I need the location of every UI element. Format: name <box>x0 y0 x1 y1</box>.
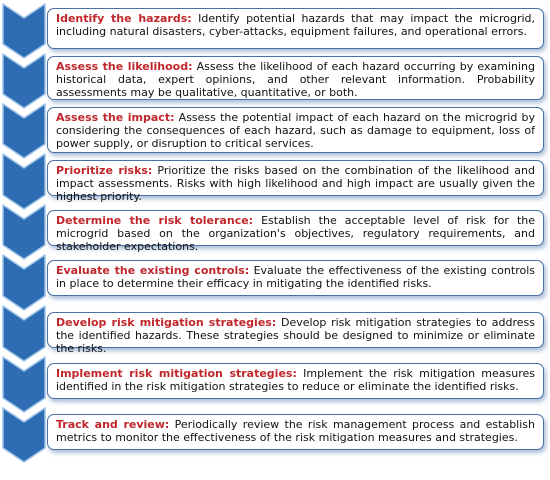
step-title: Implement risk mitigation strategies: <box>56 367 297 380</box>
step-description: Assess the likelihood of each hazard occurring by examining historical data, expert opinions, and other relevant information. Probability assessments may be qualitative, quantitative, or both. <box>56 60 535 100</box>
step-description: Establish the acceptable level of risk for the microgrid based on the organization's objectives, regulatory requirements, and stakeholder expectations. <box>56 214 535 254</box>
step-description: Implement the risk mitigation measures identified in the risk mitigation strategies to reduce or eliminate the identified risks. <box>56 367 536 394</box>
chevron-step-9 <box>3 408 45 462</box>
step-title: Determine the risk tolerance: <box>56 214 254 227</box>
step-box-implement-strategies <box>47 363 544 399</box>
step-description: Evaluate the effectiveness of the existing controls in place to determine their efficacy in mitigating the identified risks. <box>56 264 535 291</box>
step-box-assess-impact <box>47 107 544 153</box>
chevron-step-7 <box>3 306 45 361</box>
step-title: Evaluate the existing controls: <box>56 264 250 277</box>
step-box-identify-hazards <box>47 8 544 49</box>
step-title: Identify the hazards: <box>56 12 192 25</box>
step-description: Assess the potential impact of each hazard on the microgrid by considering the consequences of each hazard, such as damage to equipment, loss of power supply, or disruption to critical services. <box>56 111 535 151</box>
chevron-step-4 <box>3 154 45 209</box>
step-box-risk-tolerance <box>47 210 544 254</box>
step-title: Assess the likelihood: <box>56 60 193 73</box>
step-box-assess-likelihood <box>47 56 544 100</box>
step-title: Prioritize risks: <box>56 164 153 177</box>
step-description: Prioritize the risks based on the combination of the likelihood and impact assessments. Risks with high likelihood and high impact are usually given the highest priority. <box>56 164 535 204</box>
chevron-step-6 <box>3 255 45 310</box>
chevron-step-2 <box>3 54 45 108</box>
chevron-step-8 <box>3 357 45 412</box>
chevron-step-1 <box>3 4 45 58</box>
step-box-existing-controls <box>47 260 544 296</box>
step-title: Assess the impact: <box>56 111 175 124</box>
step-description: Periodically review the risk management process and establish metrics to monitor the effectiveness of the risk mitigation measures and strategies. <box>56 418 535 445</box>
step-title: Develop risk mitigation strategies: <box>56 316 277 329</box>
step-description: Develop risk mitigation strategies to address the identified hazards. These strategies should be designed to minimize or eliminate the risks. <box>56 316 536 356</box>
chevron-step-5 <box>3 205 45 259</box>
step-title: Track and review: <box>56 418 170 431</box>
step-box-prioritize-risks <box>47 160 544 204</box>
chevron-step-3 <box>3 104 45 158</box>
step-box-track-review <box>47 414 544 450</box>
step-box-develop-strategies <box>47 312 544 356</box>
step-description: Identify potential hazards that may impact the microgrid, including natural disasters, cyber-attacks, equipment failures, and operational errors. <box>56 12 536 39</box>
